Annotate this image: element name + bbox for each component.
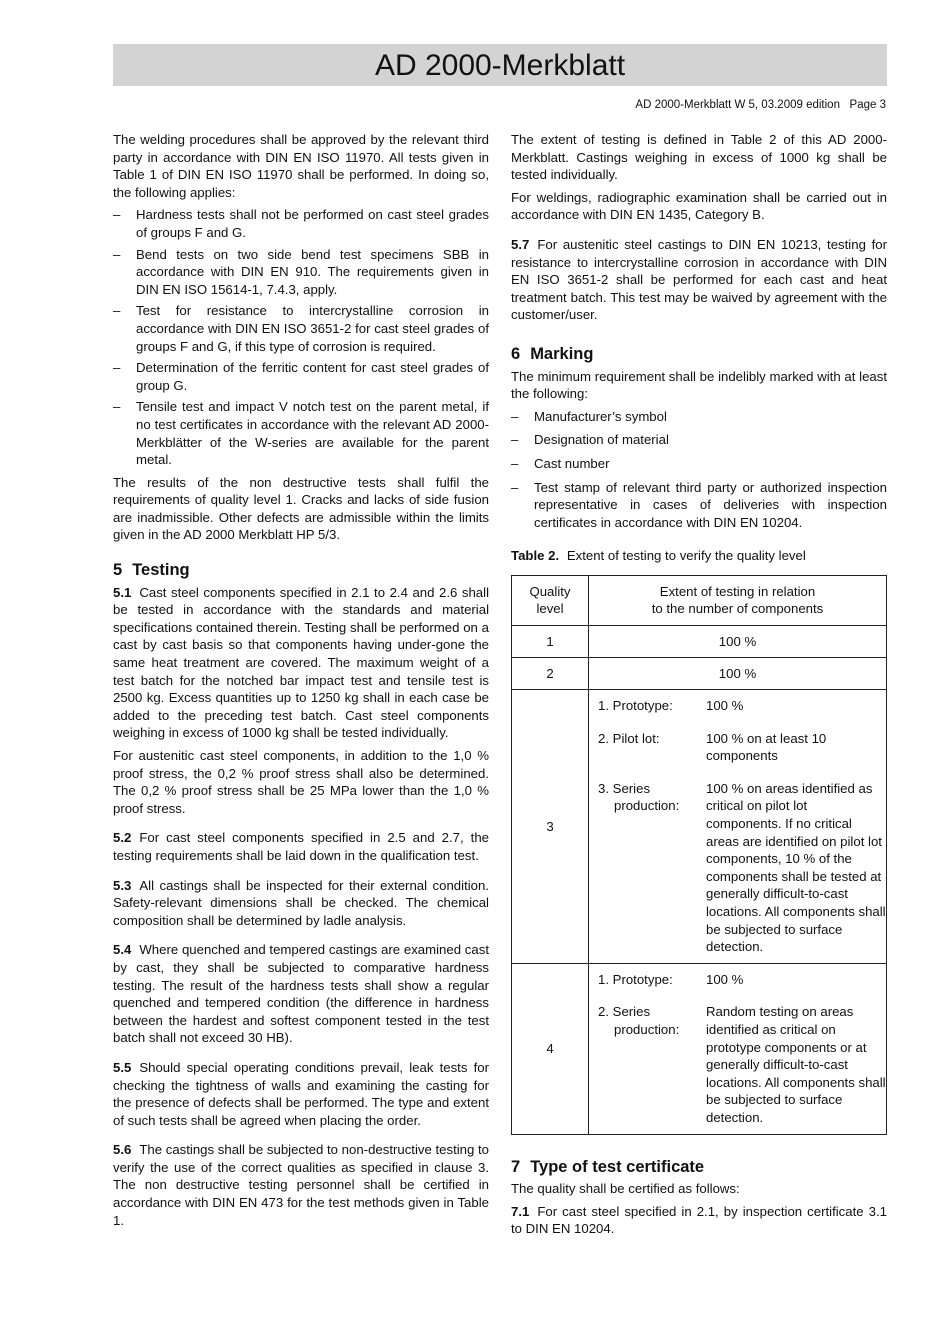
quality-level-cell: 1 [512, 626, 589, 658]
entry-value: 100 % on areas identified as critical on pilot lot components. If no critical areas are identified on pilot lot components, 10 % of the components shall be tested at generally difficult-to-cast locations. All components shall be subjected to surface detection. [706, 780, 886, 955]
entry-value: 100 % [706, 698, 744, 714]
clause-text: For cast steel components specified in 2.5 and 2.7, the testing requirements shall be laid down in the qualification test. [113, 830, 489, 863]
table-label: Table 2. [511, 548, 560, 564]
document-title: AD 2000-Merkblatt [374, 49, 626, 82]
extent-entry [589, 780, 886, 956]
entry-label: 2. Series [598, 1004, 651, 1020]
clause-number: 5.5 [113, 1059, 132, 1075]
table-caption-text: Extent of testing to verify the quality level [566, 548, 806, 564]
entry-label: 1. Prototype: [598, 971, 673, 987]
quality-level-table [511, 575, 887, 1135]
quality-level-cell: 4 [512, 963, 589, 1134]
entry-label: 1. Prototype: [598, 698, 673, 714]
extent-cell: 100 % [589, 626, 887, 658]
marking-intro: The minimum requirement shall be indelibly marked with at least the following: [511, 368, 887, 402]
clause-text: For cast steel specified in 2.1, by inspection certificate 3.1 to DIN EN 10204. [511, 1203, 887, 1237]
clause-number: 5.2 [113, 830, 132, 846]
clause-5-7 [511, 236, 887, 324]
table-header-row [512, 575, 887, 625]
entry-value: 100 % [706, 971, 744, 987]
clause-5-1-austenitic: For austenitic cast steel components, in addition to the 1,0 % proof stress, the 0,2 % proof stress shall also be determined. The 0,2 % proof stress shall be 25 MPa lower than the 1,0 % proof stress. [113, 748, 489, 816]
section-number: 5 [113, 561, 123, 580]
extent-cell: 100 % [589, 658, 887, 690]
list-item: – Tensile test and impact V notch test on the parent metal, if no test certificates in accordance with the relevant AD 2000-Merkblätter of the W-series are available for the parent metal. [113, 398, 489, 468]
clause-text: For austenitic steel castings to DIN EN 10213, testing for resistance to intercrystalline corrosion in accordance with DIN EN ISO 3651-2 shall be performed for each cast and heat treatment batch. This test may be waived by agreement with the customer/user. [511, 236, 887, 323]
list-item: – Hardness tests shall not be performed on cast steel grades of groups F and G. [113, 206, 489, 241]
header-quality-level [512, 575, 589, 625]
document-title-banner [113, 44, 887, 86]
list-item: – Bend tests on two side bend test specimens SBB in accordance with DIN EN 910. The requirements given in DIN EN ISO 15614-1, 7.4.3, apply. [113, 246, 489, 299]
clause-text: All castings shall be inspected for their external condition. Safety-relevant dimensions shall be checked. The chemical composition shall be determined by ladle analysis. [113, 877, 489, 928]
welding-paragraph: For weldings, radiographic examination shall be carried out in accordance with DIN EN 1435, Category B. [511, 189, 887, 223]
section-number: 7 [511, 1157, 521, 1176]
certificate-intro: The quality shall be certified as follows: [511, 1181, 740, 1197]
extent-cell [589, 963, 887, 1134]
section-title: Testing [132, 561, 190, 580]
entry-label: 3. Series [598, 780, 651, 796]
extent-entry [589, 730, 886, 765]
header-extent [589, 575, 887, 625]
extent-entry [589, 971, 886, 989]
list-item: – Designation of material [511, 431, 887, 449]
list-item: – Test for resistance to intercrystalline corrosion in accordance with DIN EN ISO 3651-2 for cast steel grades of groups F and G, if this type of corrosion is required. [113, 302, 489, 355]
clause-text: Cast steel components specified in 2.1 to 2.4 and 2.6 shall be tested in accordance with the standards and material specifications contained therein. Testing shall be performed on a cast by cast basis so that components having under-gone the same heat treatment are covered. The maximum weight of a test batch for the notched bar impact test and tensile test is 2500 kg. Excess quantities up to 1250 kg shall in each case be added to the preceding test batch. Cast steel components weighing in excess of 1000 kg shall be tested individually. [113, 584, 489, 741]
list-item: – Cast number [511, 455, 887, 473]
list-item: – Manufacturer’s symbol [511, 408, 887, 426]
intro-paragraph: The welding procedures shall be approved by the relevant third party in accordance with DIN EN ISO 11970. All tests given in Table 1 of DIN EN ISO 11970 shall be performed. In doing so, the following applies: [113, 132, 489, 200]
table-row [512, 626, 887, 658]
clause-5-5 [113, 1059, 489, 1129]
page-reference: AD 2000-Merkblatt W 5, 03.2009 edition Page 3 [635, 99, 886, 111]
clause-7-1 [511, 1203, 887, 1238]
section-title: Marking [530, 344, 594, 363]
clause-5-2 [113, 829, 489, 864]
clause-number: 5.3 [113, 877, 132, 893]
section-5-heading [113, 562, 489, 580]
clause-5-6 [113, 1141, 489, 1229]
clause-number: 5.7 [511, 236, 530, 252]
header-text: Extent of testing in relation [659, 583, 816, 599]
clause-text: Where quenched and tempered castings are examined cast by cast, they shall be subjected to comparative hardness testing. The result of the hardness tests shall show a regular quenched and tempered condition (the difference in hardness between the hardest and softest component tested in the test batch shall not exceed 30 HB). [113, 942, 489, 1046]
entry-value: Random testing on areas identified as critical on prototype components or at generally difficult-to-cast locations. All components shall be subjected to surface detection. [706, 1004, 886, 1125]
clause-text: Should special operating conditions prevail, leak tests for checking the tightness of walls and examining the casting for the presence of defects shall be performed. The type and extent of such tests shall be agreed when placing the order. [113, 1059, 489, 1128]
section-6-heading [511, 346, 887, 364]
table-row [512, 690, 887, 964]
section-number: 6 [511, 344, 521, 363]
entry-label-cont: production: [614, 798, 680, 814]
welding-requirements-list [113, 206, 489, 468]
clause-number: 5.6 [113, 1142, 132, 1158]
entry-value: 100 % on at least 10 components [706, 730, 827, 764]
table-caption [511, 547, 887, 565]
clause-text: The castings shall be subjected to non-destructive testing to verify the use of the correct qualities as specified in clause 3. The non destructive testing personnel shall be certified in accordance with DIN EN 473 for the test methods given in Table 1. [113, 1142, 490, 1228]
extent-cell [589, 690, 887, 964]
extent-entry [589, 1003, 886, 1126]
clause-5-3 [113, 877, 489, 930]
list-item: – Determination of the ferritic content for cast steel grades of group G. [113, 359, 489, 394]
header-text: Quality level [529, 583, 571, 617]
left-column [113, 131, 489, 1234]
clause-number: 5.1 [113, 584, 132, 600]
quality-level-cell: 2 [512, 658, 589, 690]
clause-number: 7.1 [511, 1203, 530, 1219]
table-row [512, 963, 887, 1134]
table-row [512, 658, 887, 690]
results-paragraph: The results of the non destructive tests shall fulfil the requirements of quality level 1. Cracks and lacks of side fusion are inadmissible. Other defects are admissible within the limits given in the AD 2000 Merkblatt HP 5/3. [113, 474, 489, 543]
extent-paragraph: The extent of testing is defined in Table 2 of this AD 2000-Merkblatt. Castings weighing in excess of 1000 kg shall be tested individually. [511, 132, 887, 183]
quality-level-cell: 3 [512, 690, 589, 964]
section-7-heading [511, 1159, 887, 1177]
clause-number: 5.4 [113, 942, 132, 958]
marking-list [511, 408, 887, 532]
extent-entry [589, 697, 886, 715]
list-item: – Test stamp of relevant third party or authorized inspection representative in cases of deliveries with inspection certificates in accordance with DIN EN 10204. [511, 479, 887, 532]
section-title: Type of test certificate [530, 1157, 705, 1176]
clause-5-4 [113, 941, 489, 1047]
right-column [511, 131, 887, 1243]
entry-label-cont: production: [614, 1021, 680, 1037]
clause-5-1 [113, 584, 489, 742]
entry-label: 2. Pilot lot: [598, 730, 660, 746]
header-text: to the number of components [651, 601, 824, 617]
